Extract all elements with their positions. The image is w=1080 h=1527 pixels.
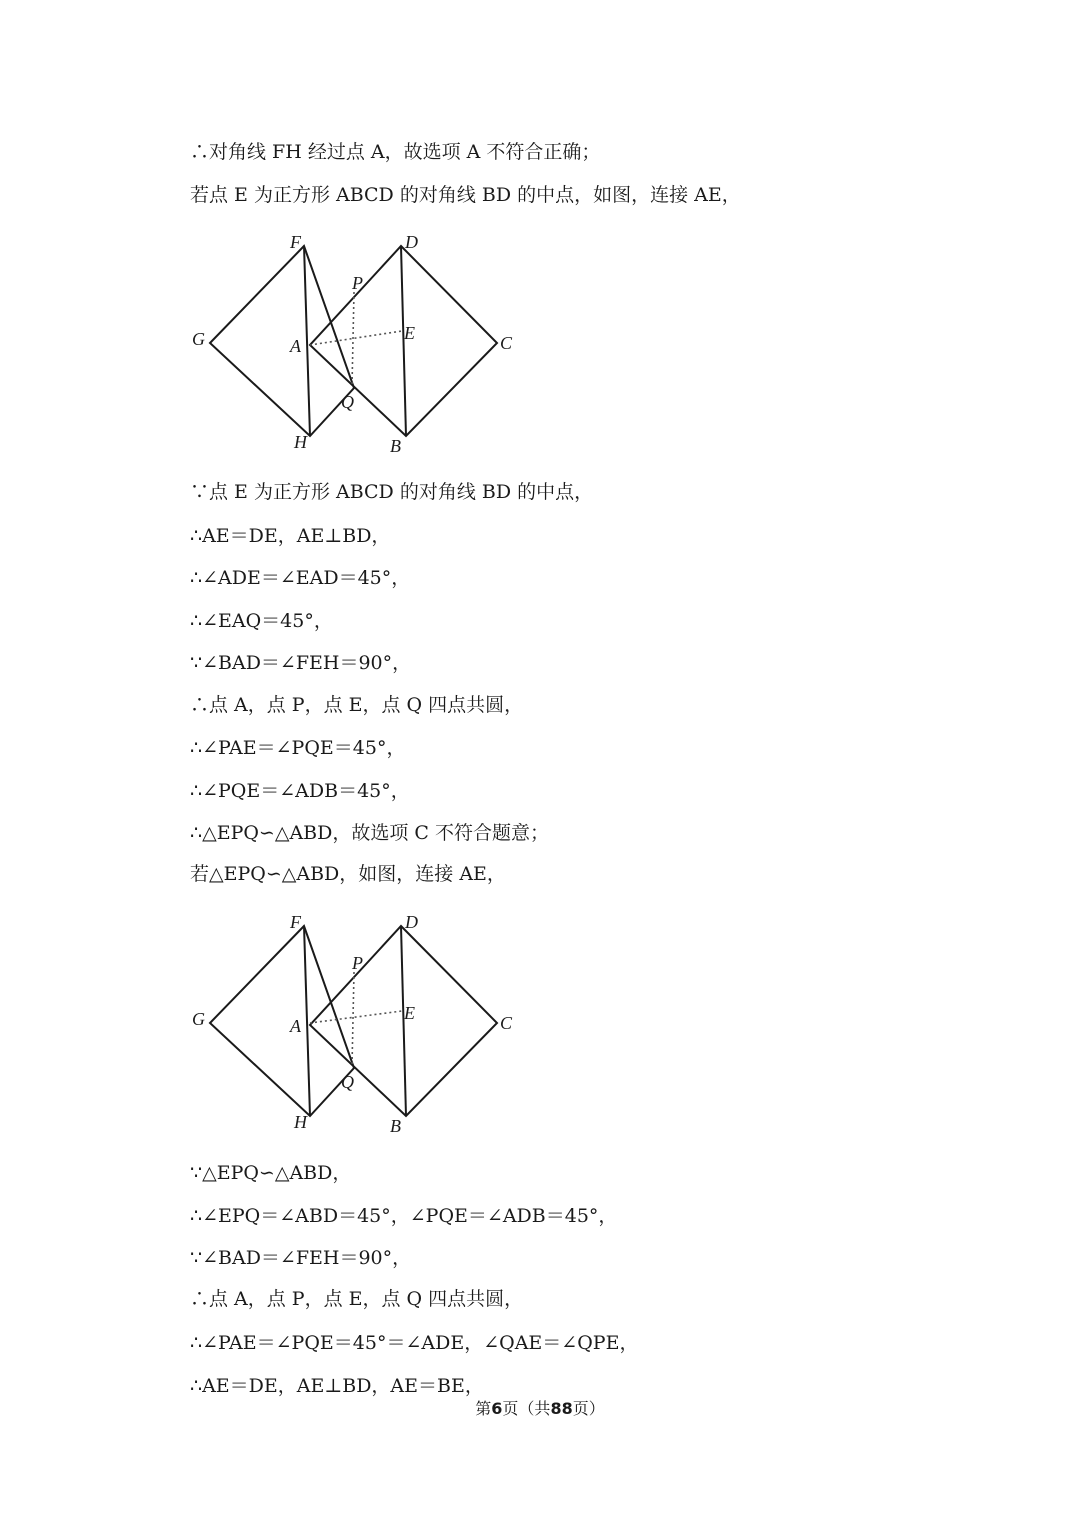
text-line: 若点 E 为正方形 ABCD 的对角线 BD 的中点，如图，连接 AE， (190, 184, 741, 206)
footer-prefix: 第 (475, 1399, 492, 1418)
label-b: B (390, 1116, 401, 1136)
square-efgh (210, 246, 354, 436)
label-b: B (390, 436, 401, 456)
label-f: F (290, 232, 301, 252)
page-footer (0, 1396, 1080, 1419)
auxiliary-dashed-lines (310, 972, 402, 1066)
label-c: C (500, 1013, 513, 1033)
current-page-number: 6 (491, 1399, 503, 1418)
label-q: Q (341, 392, 354, 412)
square-efgh (210, 926, 354, 1116)
label-h: H (294, 432, 307, 452)
text-line: ∴∠PQE＝∠ADB＝45°， (190, 780, 410, 802)
text-line: ∴∠EPQ＝∠ABD＝45°，∠PQE＝∠ADB＝45°， (190, 1205, 618, 1227)
label-c: C (500, 333, 513, 353)
text-line: ∴△EPQ∽△ABD，故选项 C 不符合题意； (190, 822, 549, 844)
text-line: ∴对角线 FH 经过点 A，故选项 A 不符合正确； (190, 141, 601, 163)
text-line: ∴∠PAE＝∠PQE＝45°， (190, 737, 406, 759)
text-line: 若△EPQ∽△ABD，如图，连接 AE， (190, 863, 506, 885)
label-a: A (290, 336, 301, 356)
label-e: E (404, 323, 415, 343)
label-d: D (405, 912, 418, 932)
label-g: G (192, 329, 205, 349)
footer-middle: 页（共 (502, 1399, 551, 1418)
label-q: Q (341, 1072, 354, 1092)
text-line: ∴点 A，点 P，点 E，点 Q 四点共圆， (190, 694, 524, 716)
text-line: ∵点 E 为正方形 ABCD 的对角线 BD 的中点， (190, 481, 594, 503)
text-line: ∵△EPQ∽△ABD， (190, 1162, 352, 1184)
total-pages: 88 (550, 1399, 573, 1418)
label-h: H (294, 1112, 307, 1132)
auxiliary-dashed-lines (310, 292, 402, 386)
footer-suffix: 页） (572, 1399, 605, 1418)
text-line: ∵∠BAD＝∠FEH＝90°， (190, 1247, 412, 1269)
text-line: ∴∠PAE＝∠PQE＝45°＝∠ADE，∠QAE＝∠QPE， (190, 1332, 639, 1354)
text-line: ∴点 A，点 P，点 E，点 Q 四点共圆， (190, 1288, 524, 1310)
label-e: E (404, 1003, 415, 1023)
label-d: D (405, 232, 418, 252)
geometry-figure-1 (186, 228, 526, 458)
label-f: F (290, 912, 301, 932)
text-line: ∴AE＝DE，AE⊥BD，AE＝BE， (190, 1375, 484, 1397)
label-p: P (352, 953, 363, 973)
label-g: G (192, 1009, 205, 1029)
geometry-figure-2 (186, 908, 526, 1138)
label-a: A (290, 1016, 301, 1036)
text-line: ∴∠ADE＝∠EAD＝45°， (190, 567, 411, 589)
text-line: ∴∠EAQ＝45°， (190, 610, 333, 632)
text-line: ∵∠BAD＝∠FEH＝90°， (190, 652, 412, 674)
text-line: ∴AE＝DE，AE⊥BD， (190, 525, 391, 547)
label-p: P (352, 273, 363, 293)
